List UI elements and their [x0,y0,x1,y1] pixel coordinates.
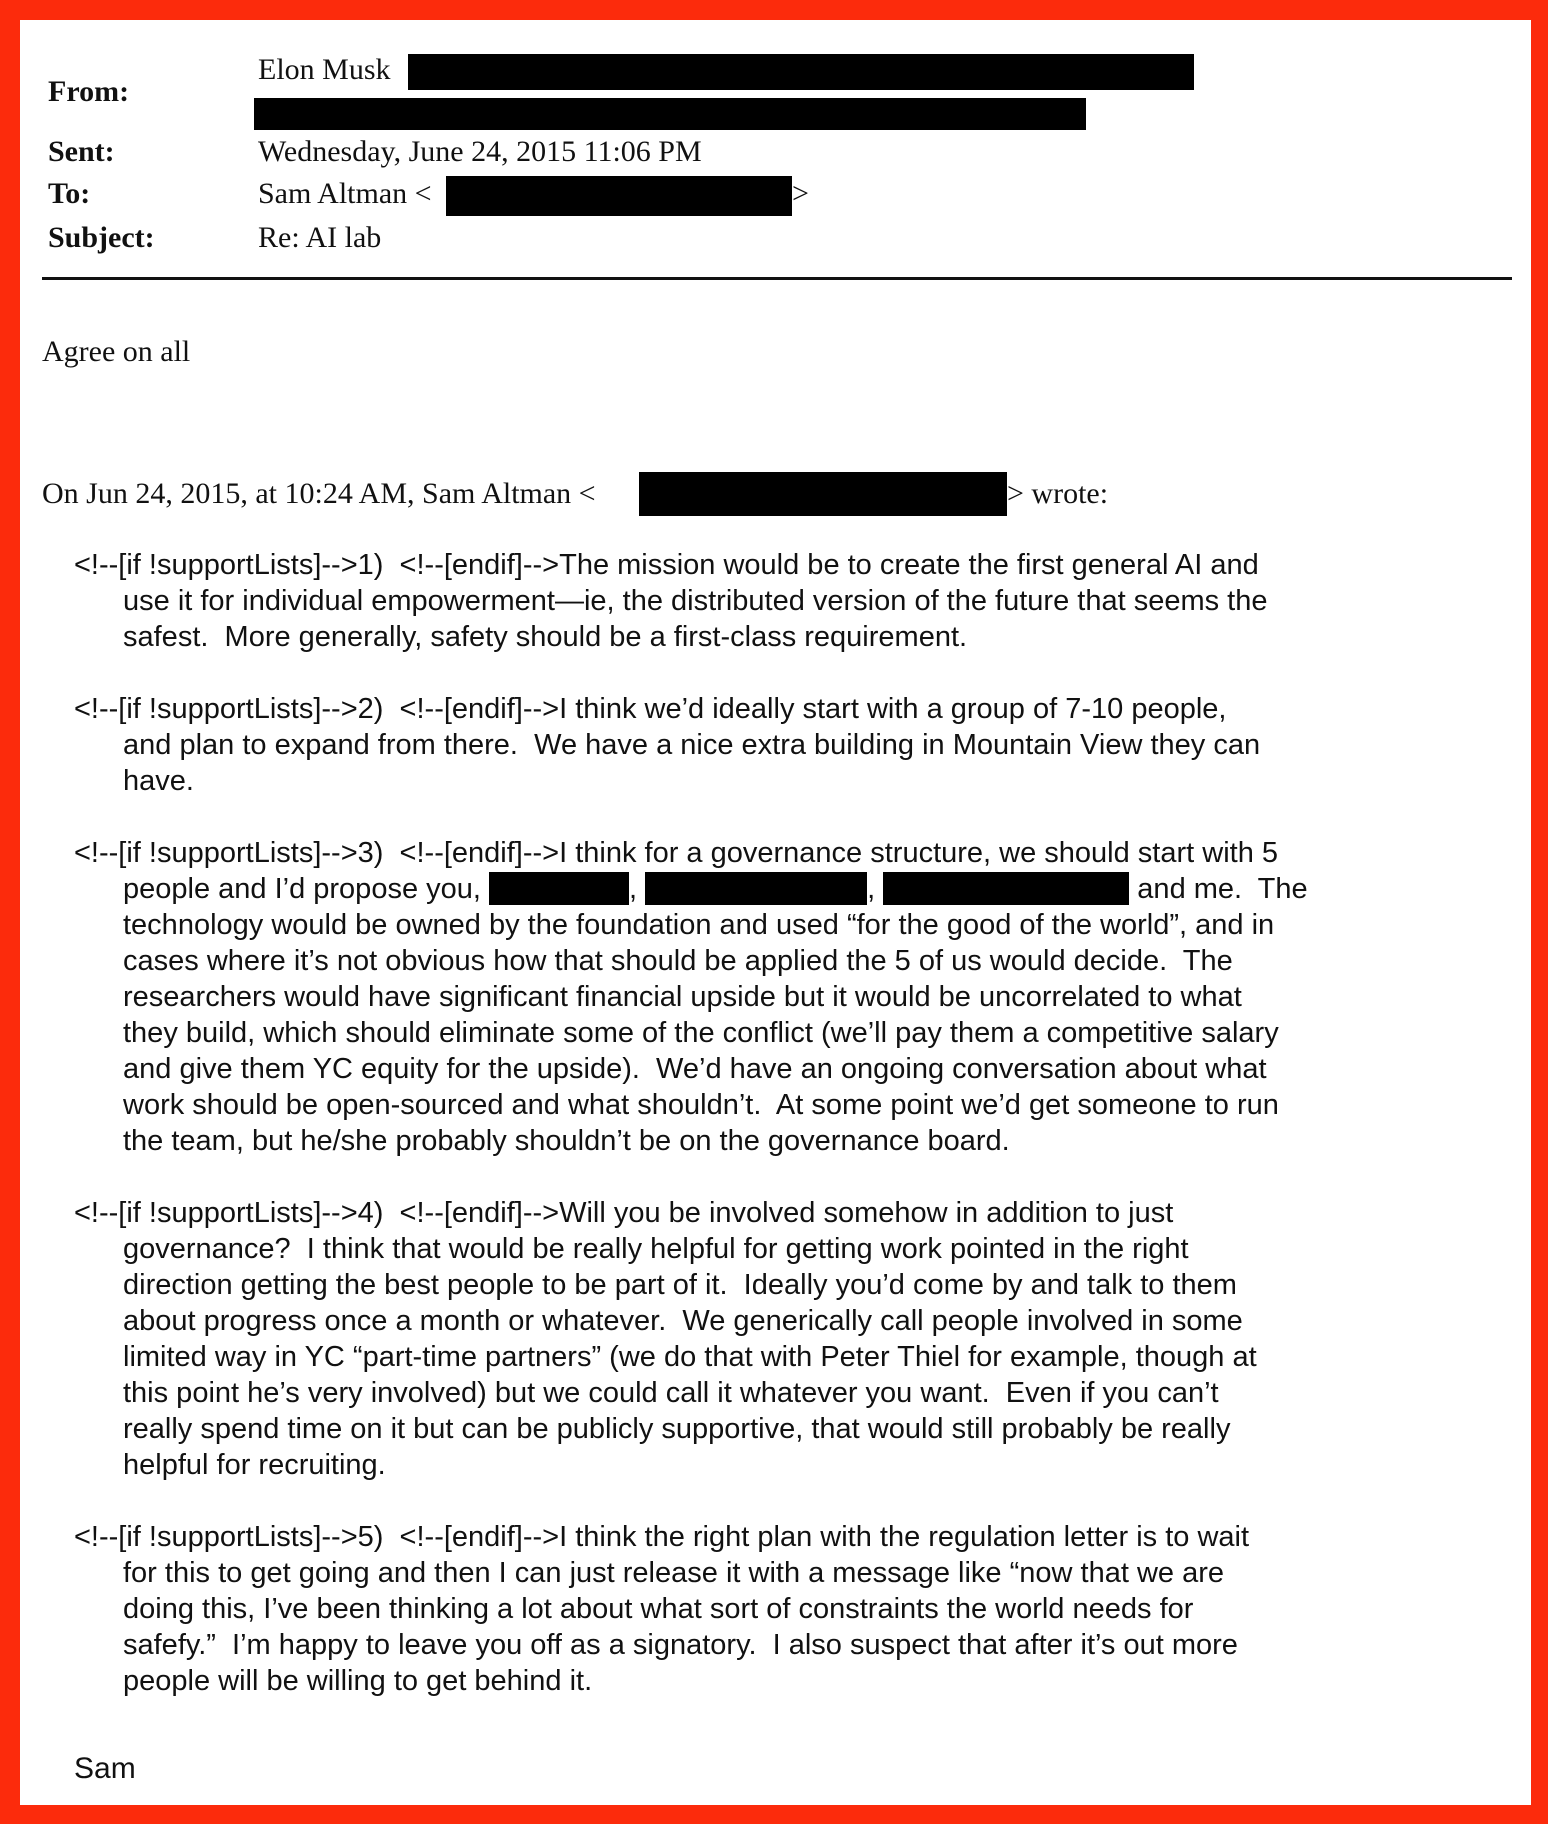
to-close-bracket: > [792,177,809,210]
item-line: they build, which should eliminate some of the conflict (we’ll pay them a competitive salary [123,1017,1279,1049]
item-line: limited way in YC “part-time partners” (we do that with Peter Thiel for example, though at [123,1341,1257,1373]
item-line: direction getting the best people to be part of it. Ideally you’d come by and talk to them [123,1269,1237,1301]
quoted-item-2 [74,691,1494,799]
from-value: Elon Musk [258,53,391,86]
item-line: technology would be owned by the foundation and used “for the good of the world”, and in [123,909,1275,941]
redacted-name-3 [883,872,1129,905]
item-line: and plan to expand from there. We have a nice extra building in Mountain View they can [123,729,1261,761]
redacted-name-2 [645,872,867,905]
item-line: work should be open-sourced and what shouldn’t. At some point we’d get someone to run [123,1089,1279,1121]
sent-label: Sent: [48,135,115,168]
line-text: people and I’d propose you, [123,873,489,905]
item-line: people will be willing to get behind it. [123,1665,593,1697]
item-line: safest. More generally, safety should be a first-class requirement. [123,621,968,653]
line-text: and me. The [1129,873,1308,905]
quoted-item-5 [74,1519,1494,1699]
item-line: <!--[if !supportLists]-->5) <!--[endif]-->I think the right plan with the regulation letter is to wait [74,1521,1250,1553]
redacted-email-from-line2 [254,98,1086,130]
item-line: the team, but he/she probably shouldn’t be on the governance board. [123,1125,1010,1157]
sent-value: Wednesday, June 24, 2015 11:06 PM [258,135,702,168]
item-line: have. [123,765,194,797]
item-line: <!--[if !supportLists]-->3) <!--[endif]-->I think for a governance structure, we should start with 5 [74,837,1279,869]
item-line: this point he’s very involved) but we could call it whatever you want. Even if you can’t [123,1377,1219,1409]
item-line: governance? I think that would be really helpful for getting work pointed in the right [123,1233,1189,1265]
quoted-item-4 [74,1195,1494,1483]
separator: , [629,873,646,905]
item-line: <!--[if !supportLists]-->1) <!--[endif]-->The mission would be to create the first general AI and [74,549,1259,581]
item-line: helpful for recruiting. [123,1449,386,1481]
item-line: <!--[if !supportLists]-->2) <!--[endif]-->I think we’d ideally start with a group of 7-10 people, [74,693,1227,725]
quoted-item-1 [74,547,1494,655]
separator: , [867,873,884,905]
item-line: safefy.” I’m happy to leave you off as a signatory. I also suspect that after it’s out more [123,1629,1238,1661]
item-line: researchers would have significant financial upside but it would be uncorrelated to what [123,981,1242,1013]
subject-value: Re: AI lab [258,221,382,254]
from-label: From: [48,75,130,108]
item-line-with-redactions [74,871,1494,907]
item-line: about progress once a month or whatever. We generically call people involved in some [123,1305,1243,1337]
redacted-email-to [446,176,792,216]
item-line: for this to get going and then I can just release it with a message like “now that we are [123,1557,1224,1589]
signature: Sam [74,1752,136,1785]
item-line: cases where it’s not obvious how that should be applied the 5 of us would decide. The [123,945,1233,977]
quote-intro-prefix: On Jun 24, 2015, at 10:24 AM, Sam Altman < [42,477,596,510]
to-label: To: [48,177,91,210]
quote-intro-suffix: > wrote: [1007,477,1109,510]
item-line: doing this, I’ve been thinking a lot about what sort of constraints the world needs for [123,1593,1194,1625]
quoted-item-3 [74,835,1494,1159]
to-value: Sam Altman < [258,177,432,210]
redacted-email-quote [639,472,1007,516]
quote-intro [42,476,596,512]
item-line: really spend time on it but can be publicly supportive, that would still probably be really [123,1413,1231,1445]
subject-label: Subject: [48,221,155,254]
header-divider [42,277,1512,280]
item-line: <!--[if !supportLists]-->4) <!--[endif]-->Will you be involved somehow in addition to just [74,1197,1174,1229]
item-line: and give them YC equity for the upside). We’d have an ongoing conversation about what [123,1053,1267,1085]
email-page [20,20,1531,1805]
item-line: use it for individual empowerment—ie, the distributed version of the future that seems the [123,585,1268,617]
redacted-name-1 [489,872,629,905]
reply-text: Agree on all [42,335,191,368]
redacted-email-from [408,54,1194,90]
